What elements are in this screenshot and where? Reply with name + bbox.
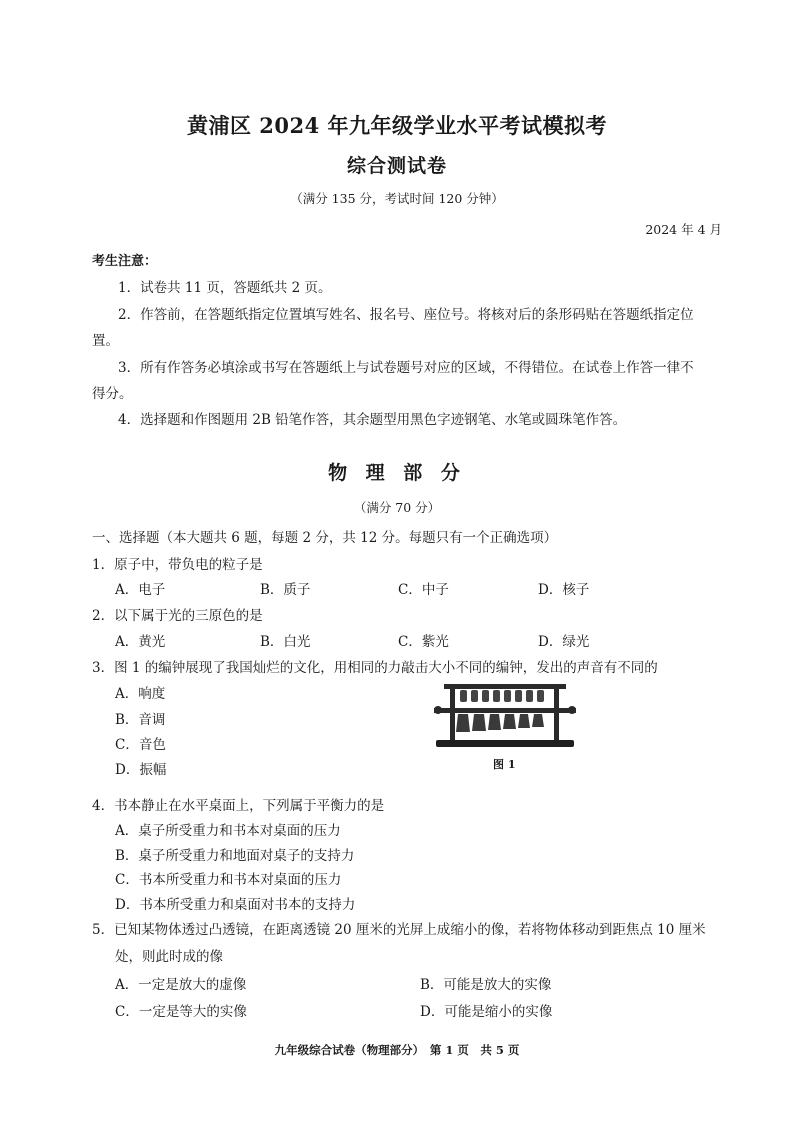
part-heading: 一、选择题（本大题共 6 题，每题 2 分，共 12 分。每题只有一个正确选项） xyxy=(92,530,558,546)
q4-option-c: C．书本所受重力和书本对桌面的压力 xyxy=(115,872,342,888)
exam-date: 2024 年 4 月 xyxy=(645,222,722,237)
notice-item-1: 1．试卷共 11 页，答题纸共 2 页。 xyxy=(118,280,332,296)
q2-option-b: B．白光 xyxy=(260,634,311,650)
q1-option-b: B．质子 xyxy=(260,582,311,598)
q1-stem: 1．原子中，带负电的粒子是 xyxy=(92,557,263,573)
q2-option-a: A．黄光 xyxy=(115,634,166,650)
q2-stem: 2．以下属于光的三原色的是 xyxy=(92,608,263,624)
exam-title: 黄浦区 2024 年九年级学业水平考试模拟考 xyxy=(186,113,608,138)
q2-option-d: D．绿光 xyxy=(538,634,590,650)
q1-option-a: A．电子 xyxy=(115,582,166,598)
q1-option-c: C．中子 xyxy=(398,582,449,598)
section-score: （满分 70 分） xyxy=(353,500,441,515)
q4-option-d: D．书本所受重力和桌面对书本的支持力 xyxy=(115,897,356,913)
notice-item-2-cont: 置。 xyxy=(92,333,119,349)
notice-item-4: 4．选择题和作图题用 2B 铅笔作答，其余题型用黑色字迹钢笔、水笔或圆珠笔作答。 xyxy=(118,412,627,428)
q5-option-a: A．一定是放大的虚像 xyxy=(115,977,247,993)
notice-item-2: 2．作答前，在答题纸指定位置填写姓名、报名号、座位号。将核对后的条形码贴在答题纸指定位 xyxy=(118,307,694,323)
section-title: 物 理 部 分 xyxy=(328,462,466,484)
q4-option-b: B．桌子所受重力和地面对桌子的支持力 xyxy=(115,848,355,864)
q5-option-d: D．可能是缩小的实像 xyxy=(420,1004,553,1020)
page-footer: 九年级综合试卷（物理部分） 第 1 页 共 5 页 xyxy=(274,1043,520,1057)
bianzhong-figure xyxy=(430,680,580,750)
q2-option-c: C．紫光 xyxy=(398,634,449,650)
exam-subtitle: 综合测试卷 xyxy=(346,155,447,177)
q5-stem-line1: 5．已知某物体透过凸透镜，在距离透镜 20 厘米的光屏上成缩小的像，若将物体移动到距焦点 10 厘米 xyxy=(92,922,706,938)
q3-option-d: D．振幅 xyxy=(115,762,167,778)
q5-option-c: C．一定是等大的实像 xyxy=(115,1004,247,1020)
notice-item-3-cont: 得分。 xyxy=(92,386,133,402)
notice-item-3: 3．所有作答务必填涂或书写在答题纸上与试卷题号对应的区域，不得错位。在试卷上作答一律不 xyxy=(118,360,694,376)
q5-option-b: B．可能是放大的实像 xyxy=(420,977,552,993)
figure-caption: 图 1 xyxy=(493,758,516,771)
score-note: （满分 135 分，考试时间 120 分钟） xyxy=(290,191,504,206)
q1-option-d: D．核子 xyxy=(538,582,590,598)
q4-stem: 4．书本静止在水平桌面上，下列属于平衡力的是 xyxy=(92,798,385,814)
q3-option-a: A．响度 xyxy=(115,686,166,702)
notice-heading: 考生注意： xyxy=(92,254,158,269)
q3-option-c: C．音色 xyxy=(115,737,166,753)
q5-stem-line2: 处，则此时成的像 xyxy=(115,949,223,965)
q3-stem: 3．图 1 的编钟展现了我国灿烂的文化，用相同的力敲击大小不同的编钟，发出的声音有不同的 xyxy=(92,660,658,676)
q3-option-b: B．音调 xyxy=(115,712,166,728)
q4-option-a: A．桌子所受重力和书本对桌面的压力 xyxy=(115,823,341,839)
